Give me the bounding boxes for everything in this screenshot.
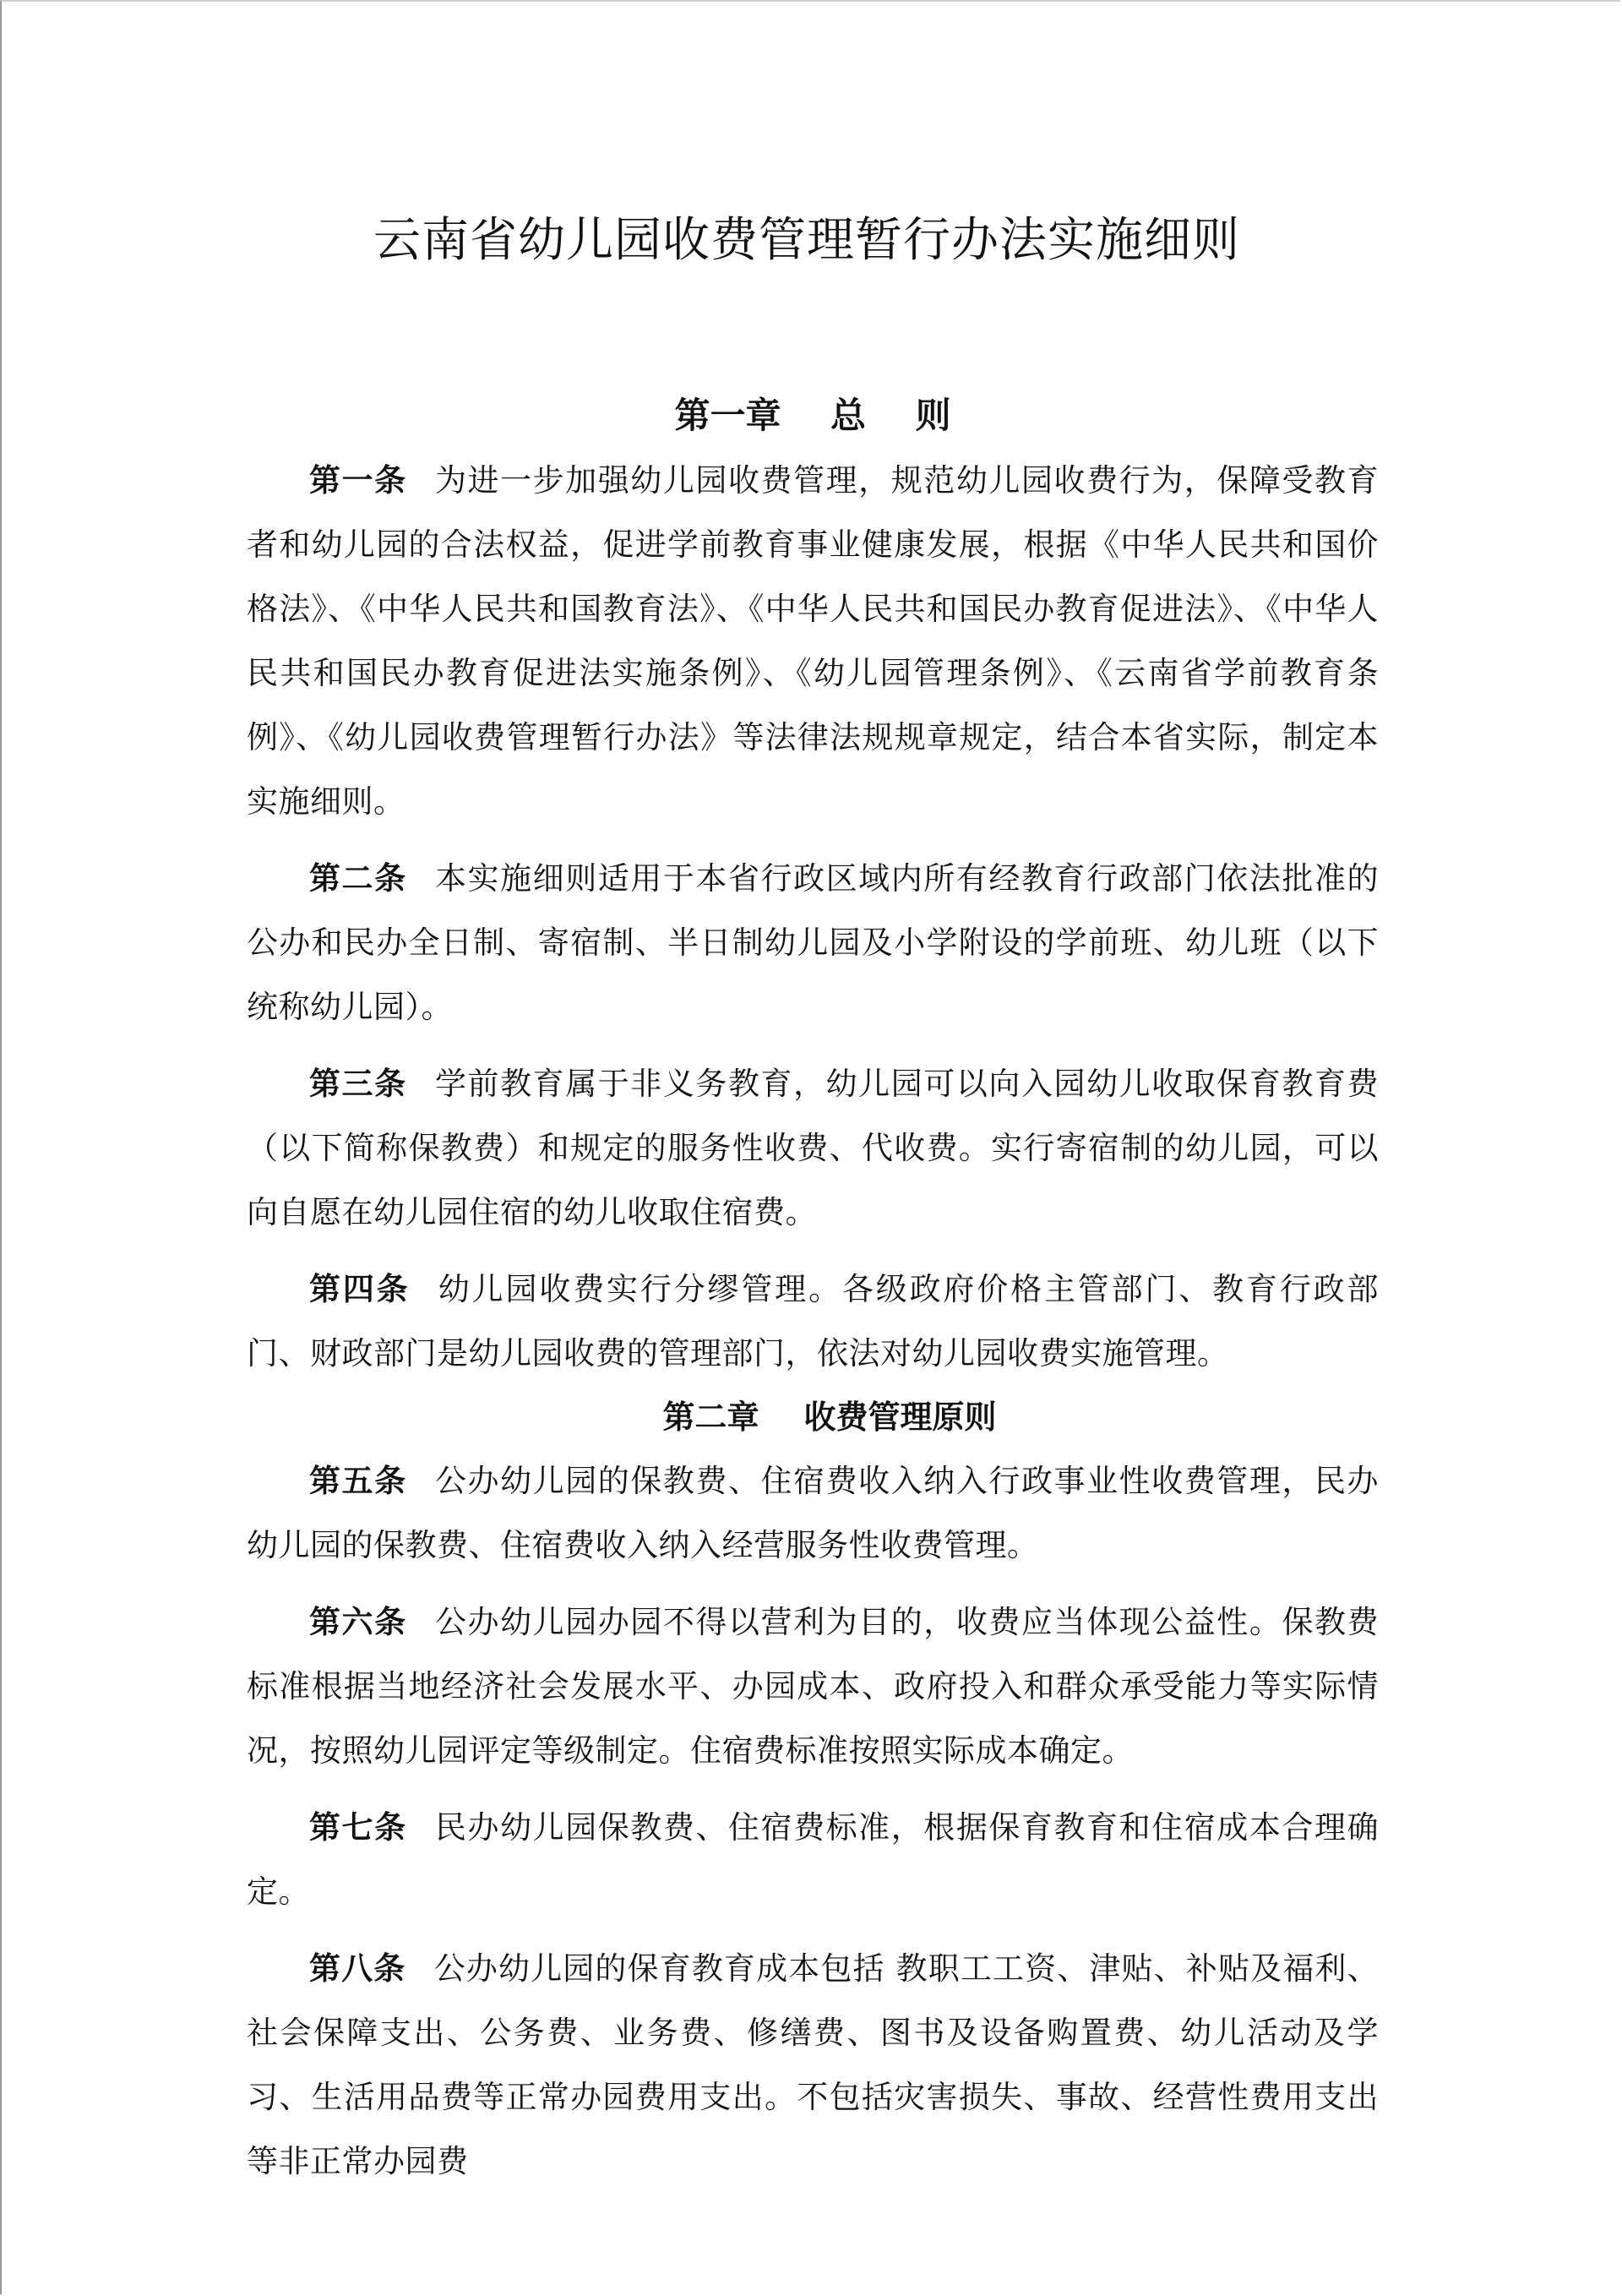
- article-text: 本实施细则适用于本省行政区域内所有经教育行政部门依法批准的公办和民办全日制、寄宿制、半日制幼儿园及小学附设的学前班、幼儿班（以下统称幼儿园）。: [247, 860, 1380, 1025]
- article-7: [247, 1795, 1379, 1924]
- article-text: 公办幼儿园的保教费、住宿费收入纳入行政事业性收费管理，民办幼儿园的保教费、住宿费收入纳入经营服务性收费管理。: [247, 1463, 1380, 1563]
- article-text: 公办幼儿园办园不得以营利为目的，收费应当体现公益性。保教费标准根据当地经济社会发展水平、办园成本、政府投入和群众承受能力等实际情况，按照幼儿园评定等级制定。住宿费标准按照实际成本确定。: [247, 1604, 1380, 1769]
- article-number: 第三条: [309, 1065, 407, 1102]
- article-3: [247, 1051, 1379, 1245]
- document-title: 云南省幼儿园收费管理暂行办法实施细则: [373, 213, 1240, 268]
- chapter-heading-2: 第二章 收费管理原则: [662, 1398, 997, 1436]
- article-number: 第四条: [309, 1270, 411, 1307]
- article-text: 公办幼儿园的保育教育成本包括 教职工工资、津贴、补贴及福利、社会保障支出、公务费、业务费、修缮费、图书及设备购置费、幼儿活动及学习、生活用品费等正常办园费用支出。不包括灾害损失、事故、经营性费用支出等非正常办园费: [247, 1950, 1379, 2179]
- article-1: [247, 448, 1379, 834]
- document-body: [247, 203, 1379, 2194]
- article-number: 第七条: [309, 1808, 407, 1846]
- article-text: 学前教育属于非义务教育，幼儿园可以向入园幼儿收取保育教育费（以下简称保教费）和规定的服务性收费、代收费。实行寄宿制的幼儿园，可以向自愿在幼儿园住宿的幼儿收取住宿费。: [247, 1066, 1380, 1230]
- article-number: 第一条: [309, 461, 407, 499]
- article-text: 幼儿园收费实行分缪管理。各级政府价格主管部门、教育行政部门、财政部门是幼儿园收费的管理部门，依法对幼儿园收费实施管理。: [247, 1271, 1380, 1372]
- article-text: 民办幼儿园保教费、住宿费标准，根据保育教育和住宿成本合理确定。: [247, 1809, 1380, 1910]
- article-number: 第五条: [309, 1462, 407, 1499]
- article-6: [247, 1590, 1379, 1783]
- article-text: 为进一步加强幼儿园收费管理，规范幼儿园收费行为，保障受教育者和幼儿园的合法权益，促进学前教育事业健康发展，根据《中华人民共和国价格法》、《中华人民共和国教育法》、《中华人民共和国民办教育促进法》、《中华人民共和国民办教育促进法实施条例》、《幼儿园管理条例》、《云南省学前教育条例》、《幼儿园收费管理暂行办法》等法律法规规章规定，结合本省实际，制定本实施细则。: [247, 462, 1380, 820]
- article-4: [247, 1257, 1379, 1386]
- article-number: 第八条: [309, 1950, 406, 1987]
- article-8: [247, 1936, 1379, 2194]
- article-number: 第六条: [309, 1603, 407, 1640]
- article-2: [247, 846, 1379, 1039]
- chapter-heading-1: 第一章 总 则: [674, 395, 951, 436]
- article-5: [247, 1448, 1379, 1578]
- article-number: 第二条: [309, 859, 407, 897]
